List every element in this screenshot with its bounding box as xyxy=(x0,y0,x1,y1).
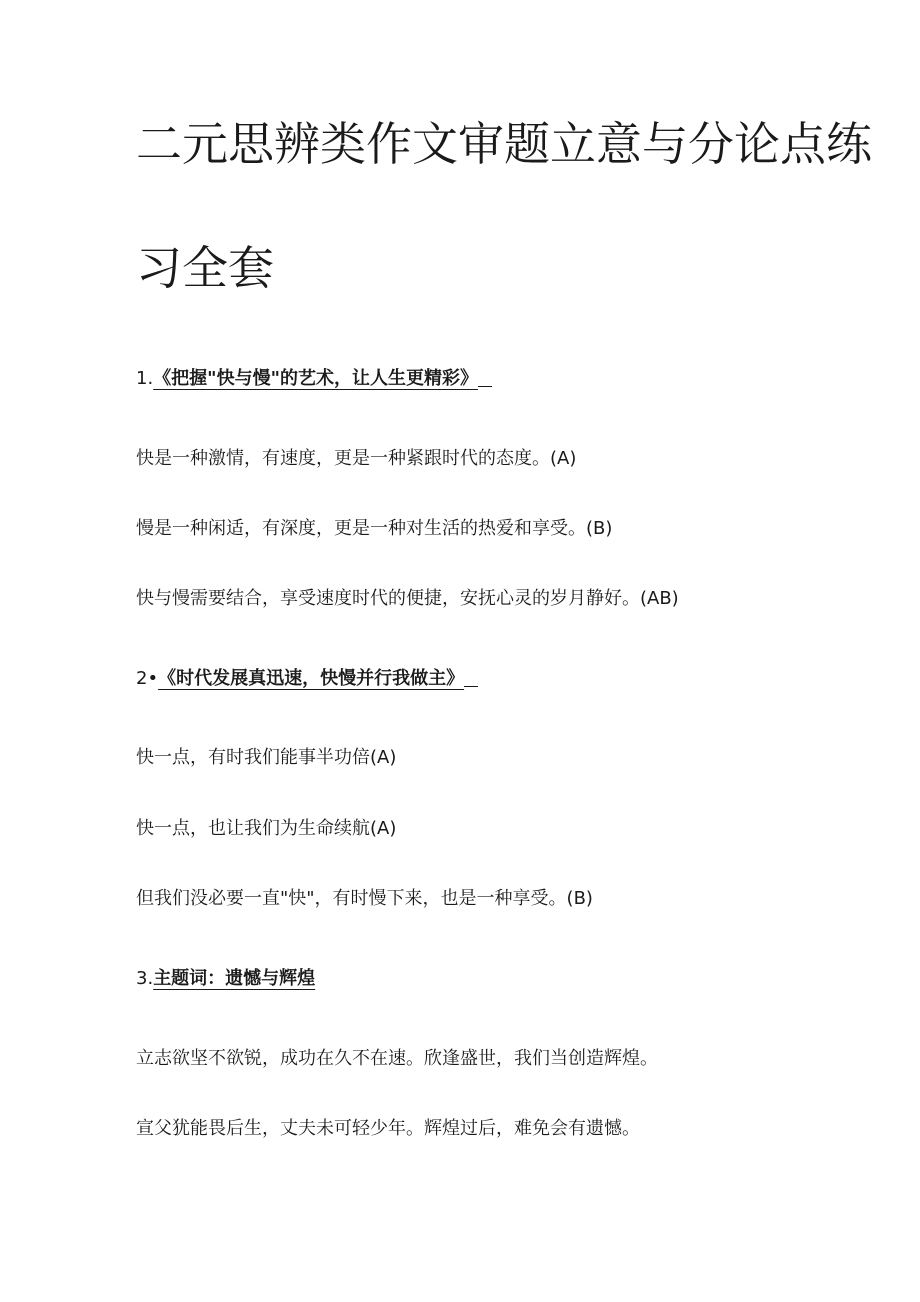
section-heading-text: 《时代发展真迅速，快慢并行我做主》 xyxy=(158,668,465,689)
section-heading-3 xyxy=(136,966,315,992)
paragraph: 立志欲坚不欲锐，成功在久不在速。欣逢盛世，我们当创造辉煌。 xyxy=(136,1048,658,1069)
document-title-line-2: 习全套 xyxy=(136,241,274,295)
section-heading-text: 《把握"快与慢"的艺术，让人生更精彩》 xyxy=(153,368,478,389)
underline-extension xyxy=(464,666,478,687)
paragraph: 快与慢需要结合，享受速度时代的便捷，安抚心灵的岁月静好。(AB) xyxy=(136,588,679,609)
section-number: 1. xyxy=(136,368,154,389)
paragraph: 快一点，有时我们能事半功倍(A) xyxy=(136,747,397,768)
section-heading-2 xyxy=(136,666,478,692)
section-number: 2• xyxy=(136,668,159,689)
section-heading-text: 主题词：遗憾与辉煌 xyxy=(153,968,316,989)
paragraph: 慢是一种闲适，有深度，更是一种对生活的热爱和享受。(B) xyxy=(136,518,613,539)
section-heading-1 xyxy=(136,366,492,392)
paragraph: 宣父犹能畏后生，丈夫未可轻少年。辉煌过后，难免会有遗憾。 xyxy=(136,1118,640,1139)
document-title-line-1: 二元思辨类作文审题立意与分论点练 xyxy=(136,117,872,171)
paragraph: 快是一种激情，有速度，更是一种紧跟时代的态度。(A) xyxy=(136,448,577,469)
paragraph: 快一点，也让我们为生命续航(A) xyxy=(136,818,397,839)
paragraph: 但我们没必要一直"快"，有时慢下来，也是一种享受。(B) xyxy=(136,888,593,909)
underline-extension xyxy=(478,366,492,387)
section-number: 3. xyxy=(136,968,154,989)
